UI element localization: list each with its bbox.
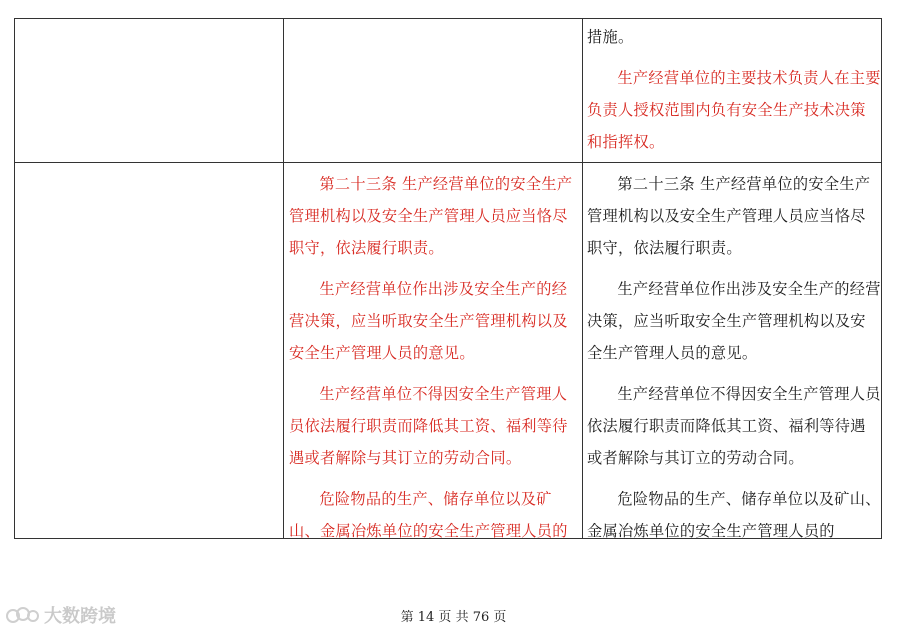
row2-col2-cell xyxy=(289,168,579,538)
article-paragraph: 生产经营单位不得因安全生产管理人员依法履行职责而降低其工资、福利等待遇或者解除与其订立的劳动合同。 xyxy=(587,385,881,467)
article-paragraph: 危险物品的生产、储存单位以及矿山、金属冶炼单位的安全生产管理人员的 xyxy=(587,490,881,538)
column-divider xyxy=(582,19,583,538)
paragraph: 措施。 xyxy=(587,28,634,46)
article-paragraph: 第二十三条 生产经营单位的安全生产管理机构以及安全生产管理人员应当恪尽职守，依法履行职责。 xyxy=(587,175,871,257)
article-paragraph: 生产经营单位作出涉及安全生产的经营决策，应当听取安全生产管理机构以及安全生产管理人员的意见。 xyxy=(289,280,568,362)
paragraph: 生产经营单位的主要技术负责人在主要负责人授权范围内负有安全生产技术决策和指挥权。 xyxy=(587,69,881,151)
row1-col1-cell xyxy=(15,19,283,162)
article-paragraph: 第二十三条 生产经营单位的安全生产管理机构以及安全生产管理人员应当恪尽职守，依法履行职责。 xyxy=(289,175,573,257)
article-paragraph: 生产经营单位不得因安全生产管理人员依法履行职责而降低其工资、福利等待遇或者解除与其订立的劳动合同。 xyxy=(289,385,568,467)
row1-col2-cell xyxy=(284,19,582,162)
article-paragraph: 危险物品的生产、储存单位以及矿山、金属冶炼单位的安全生产管理人员的 xyxy=(289,490,568,538)
article-paragraph: 生产经营单位作出涉及安全生产的经营决策，应当听取安全生产管理机构以及安全生产管理人员的意见。 xyxy=(587,280,881,362)
row2-col3-cell xyxy=(587,168,881,538)
watermark-text: 大数跨境 xyxy=(44,606,116,627)
row1-col3-cell xyxy=(587,21,881,162)
page-number: 第 14 页 共 76 页 xyxy=(400,610,507,625)
comparison-table xyxy=(14,18,882,539)
row2-col1-cell xyxy=(15,163,283,540)
